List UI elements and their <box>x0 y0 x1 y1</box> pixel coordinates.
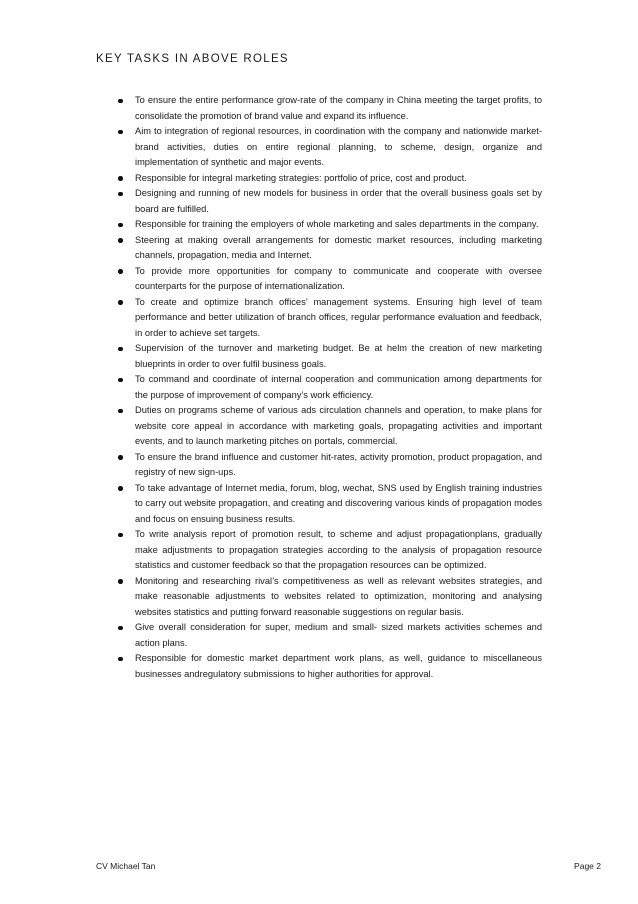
task-text: Steering at making overall arrangements for domestic market resources, including marketing channels, propagation, media and Internet. <box>135 234 542 260</box>
bullet-icon <box>118 455 123 460</box>
list-item <box>118 233 542 264</box>
task-text: To create and optimize branch offices’ management systems. Ensuring high level of team performance and better utilization of branch offices, regular performance evaluation and feedback, in order to achieve set targets. <box>135 296 542 338</box>
bullet-icon <box>118 192 123 197</box>
bullet-icon <box>118 238 123 243</box>
list-item <box>118 264 542 295</box>
task-text: Responsible for training the employers of whole marketing and sales departments in the company. <box>135 219 539 229</box>
list-item <box>118 295 542 342</box>
bullet-icon <box>118 657 123 662</box>
task-text: Give overall consideration for super, medium and small- sized markets activities schemes and action plans. <box>135 622 542 648</box>
list-item <box>118 574 542 621</box>
bullet-icon <box>118 223 123 228</box>
list-item <box>118 186 542 217</box>
list-item <box>118 124 542 171</box>
bullet-icon <box>118 99 123 104</box>
task-text: Responsible for domestic market department work plans, as well, guidance to miscellaneous businesses andregulatory submissions to higher authorities for approval. <box>135 653 542 679</box>
footer-author: CV Michael Tan <box>96 861 156 871</box>
list-item <box>118 372 542 403</box>
task-text: To take advantage of Internet media, forum, blog, wechat, SNS used by English training industries to carry out website propagation, and creating and discovering various kinds of propagation modes and focus on ensuing business results. <box>135 482 542 524</box>
list-item <box>118 481 542 528</box>
bullet-icon <box>118 486 123 491</box>
footer-page-number: Page 2 <box>574 861 601 871</box>
bullet-icon <box>118 579 123 584</box>
bullet-icon <box>118 347 123 352</box>
list-item <box>118 527 542 574</box>
list-item <box>118 651 542 682</box>
list-item <box>118 93 542 124</box>
task-text: Duties on programs scheme of various ads circulation channels and operation, to make plans for website core appeal in accordance with marketing goals, propagating activities and important events, and to launch marketing pitches on portals, commercial. <box>135 405 542 446</box>
task-text: To provide more opportunities for company to communicate and cooperate with oversee counterparts for the purpose of internationalization. <box>135 265 542 291</box>
task-text: Responsible for integral marketing strategies: portfolio of price, cost and product. <box>135 172 467 183</box>
task-text: Aim to integration of regional resources, in coordination with the company and nationwide market- brand activities, duties on entire regional planning, to scheme, design, organize and implementation of synthetic and major events. <box>135 126 542 167</box>
bullet-icon <box>118 176 123 181</box>
task-text: To ensure the brand influence and customer hit-rates, activity promotion, product propagation, and registry of new sign-ups. <box>135 451 542 477</box>
list-item <box>118 450 542 481</box>
section-heading: KEY TASKS IN ABOVE ROLES <box>96 53 289 65</box>
task-text: Monitoring and researching rival’s competitiveness as well as relevant websites strategies, and make reasonable adjustments to websites related to optimization, monitoring and analysing websites statistics and putting forward reasonable suggestions on regular basis. <box>135 575 542 617</box>
bullet-icon <box>118 300 123 305</box>
task-list <box>118 93 542 682</box>
bullet-icon <box>118 626 123 631</box>
list-item <box>118 341 542 372</box>
bullet-icon <box>118 533 123 538</box>
task-text: Designing and running of new models for business in order that the overall business goals set by board are fulfilled. <box>135 188 542 214</box>
task-text: To ensure the entire performance grow-rate of the company in China meeting the target profits, to consolidate the promotion of brand value and expand its influence. <box>135 95 542 121</box>
task-text: To write analysis report of promotion result, to scheme and adjust propagationplans, gradually make adjustments to propagation strategies according to the analysis of propagation resource statistics and customer feedback so that the propagation resources can be optimized. <box>135 529 542 570</box>
bullet-icon <box>118 269 123 274</box>
bullet-icon <box>118 378 123 383</box>
bullet-icon <box>118 130 123 135</box>
list-item <box>118 403 542 450</box>
task-text: To command and coordinate of internal cooperation and communication among departments for the purpose of improvement of company’s work efficiency. <box>135 374 542 400</box>
list-item <box>118 171 542 187</box>
list-item <box>118 620 542 651</box>
bullet-icon <box>118 409 123 414</box>
task-text: Supervision of the turnover and marketing budget. Be at helm the creation of new marketing blueprints in order to over fulfil business goals. <box>135 343 542 369</box>
list-item <box>118 217 542 233</box>
